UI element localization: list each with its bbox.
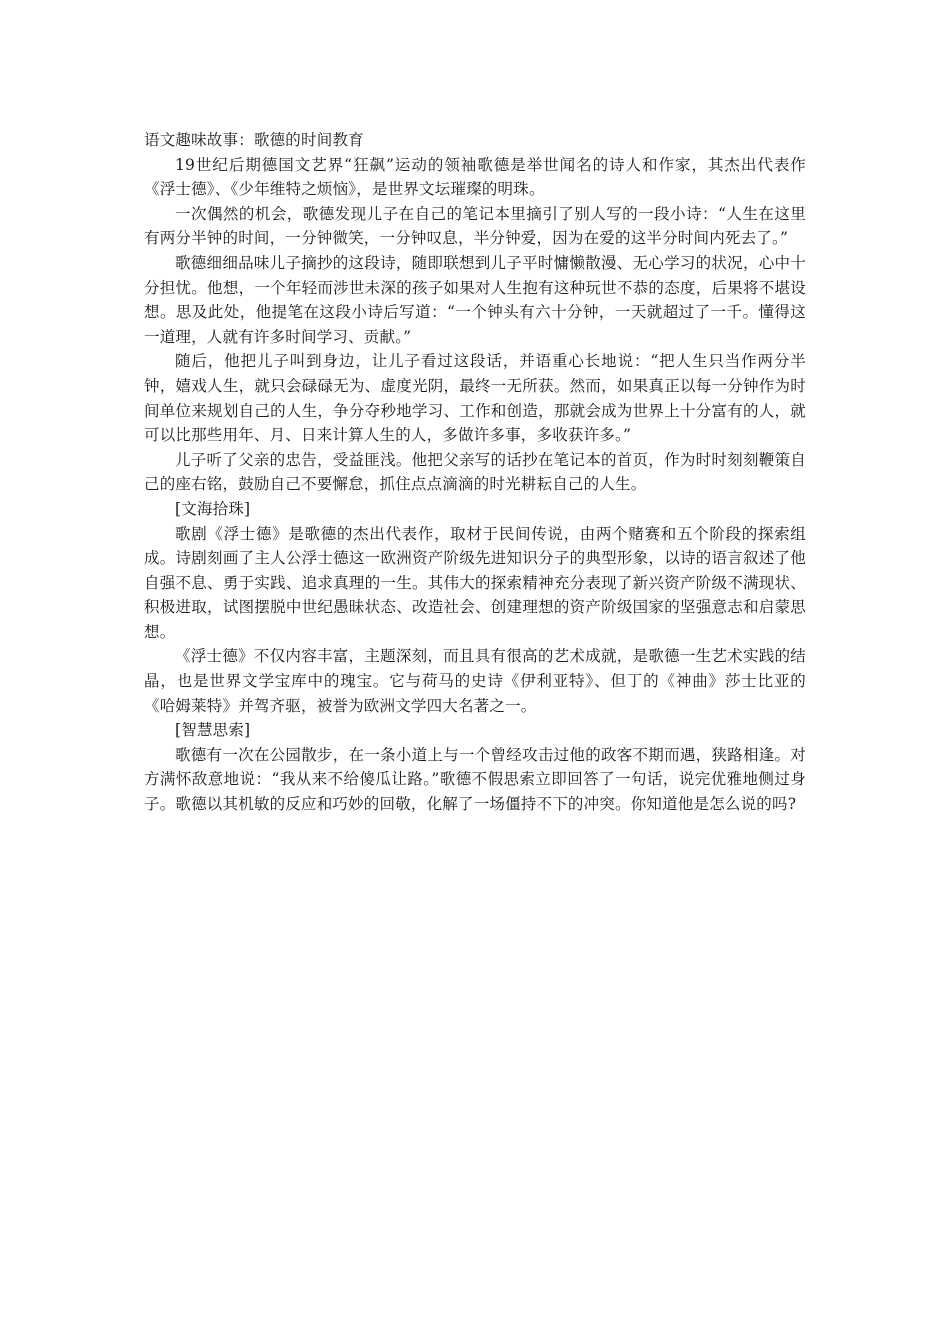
- document-title: 语文趣味故事：歌德的时间教育: [144, 131, 364, 149]
- story-paragraph-1: 19世纪后期德国文艺界“狂飙”运动的领袖歌德是举世闻名的诗人和作家，其杰出代表作《浮士德》、《少年维特之烦恼》，是世界文坛璀璨的明珠。: [144, 155, 806, 199]
- section-heading-wenhai: [文海拾珠]: [175, 499, 251, 518]
- section1-paragraph-1: 歌剧《浮士德》是歌德的杰出代表作，取材于民间传说，由两个赌赛和五个阶段的探索组成。诗剧刻画了主人公浮士德这一欧洲资产阶级先进知识分子的典型形象，以诗的语言叙述了他自强不息、勇于实践、追求真理的一生。其伟大的探索精神充分表现了新兴资产阶级不满现状、积极进取，试图摆脱中世纪愚昧状态、改造社会、创建理想的资产阶级国家的坚强意志和启蒙思想。: [144, 524, 806, 641]
- story-paragraph-2: 一次偶然的机会，歌德发现儿子在自己的笔记本里摘引了别人写的一段小诗：“人生在这里有两分半钟的时间，一分钟微笑，一分钟叹息，半分钟爱，因为在爱的这半分时间内死去了。”: [144, 204, 806, 248]
- story-paragraph-5: 儿子听了父亲的忠告，受益匪浅。他把父亲写的话抄在笔记本的首页，作为时时刻刻鞭策自己的座右铭，鼓励自己不要懈怠，抓住点点滴滴的时光耕耘自己的人生。: [144, 450, 806, 494]
- section2-paragraph-1: 歌德有一次在公园散步，在一条小道上与一个曾经攻击过他的政客不期而遇，狭路相逢。对方满怀敌意地说：“我从来不给傻瓜让路。”歌德不假思索立即回答了一句话，说完优雅地侧过身子。歌德以其机敏的反应和巧妙的回敬，化解了一场僵持不下的冲突。你知道他是怎么说的吗?: [144, 745, 806, 814]
- section1-paragraph-2: 《浮士德》不仅内容丰富，主题深刻，而且具有很高的艺术成就，是歌德一生艺术实践的结晶，也是世界文学宝库中的瑰宝。它与荷马的史诗《伊利亚特》、但丁的《神曲》莎士比亚的《哈姆莱特》并驾齐驱，被誉为欧洲文学四大名著之一。: [144, 647, 806, 715]
- document-page: [144, 128, 806, 817]
- story-paragraph-3: 歌德细细品味儿子摘抄的这段诗，随即联想到儿子平时慵懒散漫、无心学习的状况，心中十分担忧。他想，一个年轻而涉世未深的孩子如果对人生抱有这种玩世不恭的态度，后果将不堪设想。思及此处，他提笔在这段小诗后写道：“一个钟头有六十分钟，一天就超过了一千。懂得这一道理，人就有许多时间学习、贡献。”: [144, 253, 806, 346]
- section-heading-zhihui: [智慧思索]: [175, 721, 251, 740]
- story-paragraph-4: 随后，他把儿子叫到身边，让儿子看过这段话，并语重心长地说：“把人生只当作两分半钟，嬉戏人生，就只会碌碌无为、虚度光阴，最终一无所获。然而，如果真正以每一分钟作为时间单位来规划自己的人生，争分夺秒地学习、工作和创造，那就会成为世界上十分富有的人，就可以比那些用年、月、日来计算人生的人，多做许多事，多收获许多。”: [144, 352, 806, 445]
